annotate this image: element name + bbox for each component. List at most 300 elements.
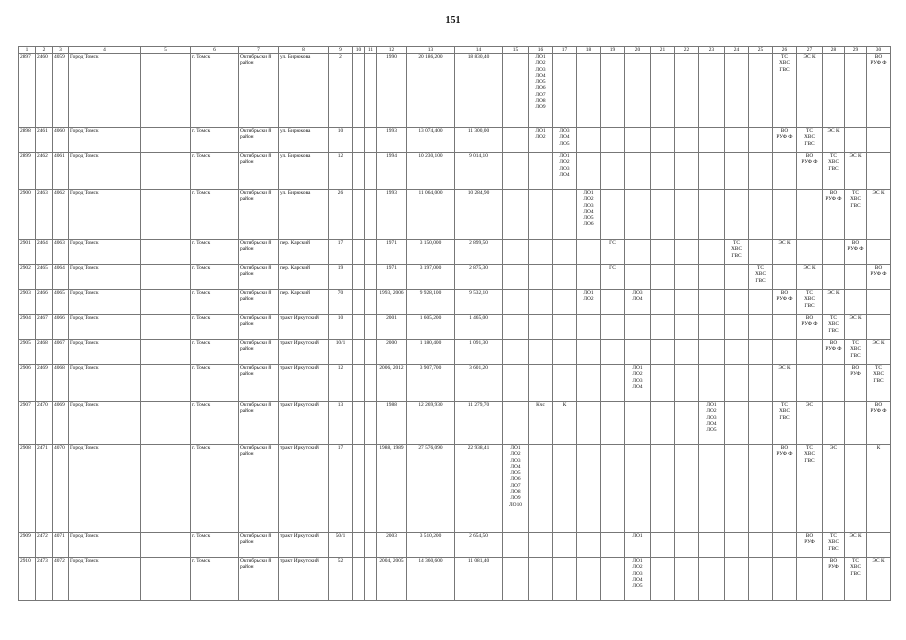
cell-col-4: Город Томск <box>69 402 141 445</box>
cell-col-6: г. Томск <box>191 533 239 558</box>
code-line: ХВС <box>803 296 816 303</box>
cell-col-24 <box>725 153 749 190</box>
cell-col-7: Октябрьски й район <box>239 445 279 533</box>
cell-col-29 <box>845 558 867 601</box>
cell-col-12: 1993 <box>377 190 407 240</box>
cell-col-27 <box>797 54 823 128</box>
cell-col-17 <box>553 558 577 601</box>
cell-col-21 <box>651 558 675 601</box>
cell-col-1: 2902 <box>19 265 36 290</box>
cell-col-8: тракт Иркутский <box>279 533 329 558</box>
cell-col-20 <box>625 240 651 265</box>
cell-col-10 <box>353 315 365 340</box>
cell-col-25 <box>749 190 773 240</box>
cell-col-12: 1988, 1989 <box>377 445 407 533</box>
cell-col-12: 2000 <box>377 340 407 365</box>
cell-col-25 <box>749 54 773 128</box>
cell-col-1: 2909 <box>19 533 36 558</box>
cell-col-15 <box>503 290 529 315</box>
cell-col-22 <box>675 153 699 190</box>
cell-col-17 <box>553 402 577 445</box>
cell-col-24 <box>725 190 749 240</box>
cell-col-2: 2473 <box>36 558 53 601</box>
cell-col-30 <box>867 190 891 240</box>
cell-col-11 <box>365 153 377 190</box>
code-line: ТС <box>733 240 740 246</box>
code-line: ЛО1 <box>632 365 643 371</box>
code-line: ГВС <box>828 165 839 172</box>
cell-col-2: 2470 <box>36 402 53 445</box>
cell-col-24 <box>725 558 749 601</box>
code-line: ГВС <box>804 140 815 147</box>
code-line: ЛО3 <box>510 457 521 464</box>
cell-col-12: 1993, 2006 <box>377 290 407 315</box>
code-line: ЭС К <box>827 128 840 134</box>
cell-col-11 <box>365 315 377 340</box>
code-line: ЛО5 <box>706 427 717 434</box>
cell-col-26 <box>773 340 797 365</box>
cell-col-9: 52 <box>329 558 353 601</box>
cell-col-1: 2907 <box>19 402 36 445</box>
cell-col-13: 3 197,000 <box>407 265 455 290</box>
code-line: ЛО5 <box>535 79 546 86</box>
cell-col-8: тракт Иркутский <box>279 340 329 365</box>
cell-col-6: г. Томск <box>191 240 239 265</box>
column-number: 8 <box>279 47 329 54</box>
cell-col-26 <box>773 128 797 153</box>
cell-col-10 <box>353 240 365 265</box>
code-line: ТС <box>852 190 859 196</box>
code-line: ЭС К <box>803 54 816 60</box>
cell-col-20 <box>625 128 651 153</box>
cell-col-11 <box>365 340 377 365</box>
cell-col-9: 10/1 <box>329 340 353 365</box>
cell-col-15 <box>503 190 529 240</box>
cell-col-1: 2906 <box>19 365 36 402</box>
cell-col-21 <box>651 340 675 365</box>
code-line: ЛО5 <box>583 215 594 222</box>
cell-col-19 <box>601 54 625 128</box>
code-line: РУФ Ф <box>847 246 864 253</box>
cell-col-25 <box>749 340 773 365</box>
cell-col-15 <box>503 240 529 265</box>
cell-col-27 <box>797 365 823 402</box>
cell-col-15 <box>503 445 529 533</box>
cell-col-21 <box>651 533 675 558</box>
cell-col-28 <box>823 265 845 290</box>
page-number: 151 <box>445 15 461 26</box>
cell-col-2: 2462 <box>36 153 53 190</box>
cell-col-16 <box>529 128 553 153</box>
cell-col-17 <box>553 240 577 265</box>
cell-col-7: Октябрьски й район <box>239 340 279 365</box>
cell-col-4: Город Томск <box>69 190 141 240</box>
code-line: ЛО6 <box>510 476 521 483</box>
cell-col-14: 9 014,10 <box>455 153 503 190</box>
cell-col-21 <box>651 315 675 340</box>
column-number: 17 <box>553 47 577 54</box>
cell-col-10 <box>353 365 365 402</box>
cell-col-22 <box>675 365 699 402</box>
table-row <box>19 402 891 445</box>
cell-col-20 <box>625 190 651 240</box>
cell-col-27 <box>797 533 823 558</box>
cell-col-10 <box>353 290 365 315</box>
cell-col-14: 2 654,50 <box>455 533 503 558</box>
cell-col-18 <box>577 128 601 153</box>
code-line: ТС <box>806 290 813 296</box>
cell-col-10 <box>353 533 365 558</box>
cell-col-4: Город Томск <box>69 533 141 558</box>
table-row <box>19 153 891 190</box>
cell-col-13: 1 180,400 <box>407 340 455 365</box>
table-row <box>19 240 891 265</box>
cell-col-17 <box>553 340 577 365</box>
cell-col-3: 4071 <box>53 533 69 558</box>
cell-col-9: 17 <box>329 445 353 533</box>
code-line: ГВС <box>828 327 839 334</box>
code-line: ВО <box>874 402 883 408</box>
column-number: 27 <box>797 47 823 54</box>
cell-col-17 <box>553 445 577 533</box>
cell-col-20 <box>625 340 651 365</box>
cell-col-11 <box>365 240 377 265</box>
cell-col-17 <box>553 190 577 240</box>
cell-col-6: г. Томск <box>191 190 239 240</box>
cell-col-17 <box>553 54 577 128</box>
cell-col-6: г. Томск <box>191 445 239 533</box>
code-line: К <box>562 402 567 408</box>
cell-col-13: 9 928,100 <box>407 290 455 315</box>
cell-col-9: 13 <box>329 402 353 445</box>
column-number: 1 <box>19 47 36 54</box>
code-line: РУФ <box>828 564 839 571</box>
code-line: РУФ Ф <box>776 296 793 303</box>
column-number: 26 <box>773 47 797 54</box>
cell-col-22 <box>675 290 699 315</box>
cell-col-3: 4068 <box>53 365 69 402</box>
code-line: ЭС К <box>849 315 862 321</box>
cell-col-11 <box>365 533 377 558</box>
code-line: ТС <box>875 365 882 371</box>
code-line: ЛО1 <box>632 558 643 564</box>
cell-col-30 <box>867 340 891 365</box>
code-line: ЛО5 <box>510 470 521 477</box>
cell-col-7: Октябрьски й район <box>239 128 279 153</box>
cell-col-24 <box>725 445 749 533</box>
cell-col-9: 17 <box>329 240 353 265</box>
cell-col-7: Октябрьски й район <box>239 240 279 265</box>
cell-col-18 <box>577 365 601 402</box>
cell-col-26 <box>773 558 797 601</box>
cell-col-30 <box>867 402 891 445</box>
cell-col-22 <box>675 128 699 153</box>
table-row <box>19 290 891 315</box>
cell-col-4: Город Томск <box>69 265 141 290</box>
cell-col-24 <box>725 365 749 402</box>
code-line: ХВС <box>754 271 767 278</box>
cell-col-21 <box>651 128 675 153</box>
code-line: ГС <box>609 265 616 271</box>
cell-col-9: 50/1 <box>329 533 353 558</box>
cell-col-4: Город Томск <box>69 340 141 365</box>
code-line: РУФ Ф <box>776 451 793 458</box>
cell-col-30 <box>867 265 891 290</box>
code-line: ВО <box>805 315 814 321</box>
code-line: ВО <box>780 445 789 451</box>
column-number: 10 <box>353 47 365 54</box>
cell-col-23 <box>699 153 725 190</box>
cell-col-23 <box>699 265 725 290</box>
cell-col-2: 2466 <box>36 290 53 315</box>
code-line: ГВС <box>873 377 884 384</box>
code-line: ЛО4 <box>559 171 570 178</box>
cell-col-26 <box>773 240 797 265</box>
cell-col-20 <box>625 265 651 290</box>
code-line: ЛО1 <box>583 190 594 196</box>
code-line: К <box>876 445 881 451</box>
cell-col-4: Город Томск <box>69 240 141 265</box>
code-line: ЛО3 <box>559 165 570 172</box>
code-line: ЛО9 <box>510 495 521 502</box>
cell-col-21 <box>651 402 675 445</box>
code-line: ХВС <box>827 539 840 546</box>
cell-col-8: тракт Иркутский <box>279 315 329 340</box>
code-line: ЛО2 <box>535 60 546 67</box>
cell-col-27 <box>797 558 823 601</box>
cell-col-14: 2 899,50 <box>455 240 503 265</box>
code-line: ЛО10 <box>509 501 522 508</box>
cell-col-3: 4072 <box>53 558 69 601</box>
cell-col-3: 4064 <box>53 265 69 290</box>
cell-col-13: 13 074,400 <box>407 128 455 153</box>
column-number: 4 <box>69 47 141 54</box>
cell-col-27 <box>797 128 823 153</box>
cell-col-14: 18 830,40 <box>455 54 503 128</box>
cell-col-8: ул. Бирюкова <box>279 153 329 190</box>
code-line: ЛО1 <box>510 445 521 451</box>
cell-col-8: ул. Бирюкова <box>279 128 329 153</box>
cell-col-2: 2464 <box>36 240 53 265</box>
cell-col-16 <box>529 54 553 128</box>
table-row <box>19 128 891 153</box>
cell-col-30 <box>867 558 891 601</box>
cell-col-1: 2898 <box>19 128 36 153</box>
code-line: ЛО6 <box>583 221 594 228</box>
cell-col-26 <box>773 153 797 190</box>
cell-col-1: 2908 <box>19 445 36 533</box>
cell-col-28 <box>823 153 845 190</box>
code-line: РУФ <box>850 371 861 378</box>
cell-col-25 <box>749 128 773 153</box>
code-line: ХВС <box>803 134 816 141</box>
cell-col-19 <box>601 190 625 240</box>
code-line: ХВС <box>872 371 885 378</box>
code-line: ЛО1 <box>559 153 570 159</box>
cell-col-9: 10 <box>329 128 353 153</box>
code-line: ТС <box>852 558 859 564</box>
cell-col-11 <box>365 402 377 445</box>
cell-col-5 <box>141 54 191 128</box>
code-line: ЛО4 <box>559 134 570 141</box>
cell-col-9: 12 <box>329 365 353 402</box>
cell-col-13: 1 605,200 <box>407 315 455 340</box>
cell-col-26 <box>773 290 797 315</box>
column-number: 5 <box>141 47 191 54</box>
table-row <box>19 265 891 290</box>
cell-col-21 <box>651 190 675 240</box>
cell-col-21 <box>651 240 675 265</box>
cell-col-1: 2900 <box>19 190 36 240</box>
cell-col-22 <box>675 240 699 265</box>
column-number: 13 <box>407 47 455 54</box>
cell-col-10 <box>353 190 365 240</box>
cell-col-30 <box>867 128 891 153</box>
cell-col-24 <box>725 340 749 365</box>
cell-col-5 <box>141 153 191 190</box>
table-row <box>19 533 891 558</box>
code-line: ВО <box>805 533 814 539</box>
cell-col-13: 27 576,090 <box>407 445 455 533</box>
code-line: ЛО4 <box>632 576 643 583</box>
cell-col-4: Город Томск <box>69 558 141 601</box>
cell-col-30 <box>867 240 891 265</box>
cell-col-3: 4062 <box>53 190 69 240</box>
code-line: ХВС <box>849 346 862 353</box>
cell-col-14: 1 465,00 <box>455 315 503 340</box>
code-line: ЛО7 <box>510 482 521 489</box>
cell-col-4: Город Томск <box>69 315 141 340</box>
code-line: ЛО2 <box>510 451 521 458</box>
cell-col-19 <box>601 153 625 190</box>
code-line: ГВС <box>731 252 742 259</box>
cell-col-16 <box>529 365 553 402</box>
table-row <box>19 54 891 128</box>
code-line: ТС <box>806 128 813 134</box>
code-line: ЛО9 <box>535 104 546 111</box>
code-line: ЭС <box>829 445 838 451</box>
cell-col-4: Город Томск <box>69 54 141 128</box>
cell-col-19 <box>601 128 625 153</box>
code-line: ВО <box>829 558 838 564</box>
cell-col-3: 4067 <box>53 340 69 365</box>
cell-col-5 <box>141 190 191 240</box>
cell-col-28 <box>823 315 845 340</box>
code-line: ХВС <box>849 196 862 203</box>
column-number: 9 <box>329 47 353 54</box>
code-line: ЛО8 <box>510 489 521 496</box>
cell-col-21 <box>651 290 675 315</box>
cell-col-27 <box>797 315 823 340</box>
code-line: ЛО2 <box>583 196 594 203</box>
code-line: ТС <box>757 265 764 271</box>
cell-col-15 <box>503 533 529 558</box>
code-line: ЭС К <box>872 190 885 196</box>
code-line: ГВС <box>804 457 815 464</box>
code-line: РУФ Ф <box>825 196 842 203</box>
table-row <box>19 365 891 402</box>
cell-col-30 <box>867 533 891 558</box>
cell-col-6: г. Томск <box>191 54 239 128</box>
code-line: ЛО5 <box>632 583 643 590</box>
code-line: ЛО2 <box>559 159 570 166</box>
cell-col-16 <box>529 190 553 240</box>
cell-col-1: 2899 <box>19 153 36 190</box>
cell-col-6: г. Томск <box>191 315 239 340</box>
column-number: 14 <box>455 47 503 54</box>
cell-col-24 <box>725 315 749 340</box>
table-row <box>19 190 891 240</box>
cell-col-28 <box>823 445 845 533</box>
cell-col-22 <box>675 533 699 558</box>
code-line: ВО <box>780 128 789 134</box>
cell-col-3: 4066 <box>53 315 69 340</box>
table-row <box>19 445 891 533</box>
cell-col-7: Октябрьски й район <box>239 290 279 315</box>
cell-col-3: 4063 <box>53 240 69 265</box>
cell-col-16 <box>529 445 553 533</box>
code-line: ХВС <box>827 159 840 166</box>
cell-col-23 <box>699 402 725 445</box>
code-line: ГС <box>609 240 616 246</box>
cell-col-19 <box>601 290 625 315</box>
cell-col-17 <box>553 315 577 340</box>
column-number-row <box>19 47 891 54</box>
cell-col-24 <box>725 402 749 445</box>
code-line: ЛО3 <box>583 202 594 209</box>
code-line: ГВС <box>804 302 815 309</box>
cell-col-18 <box>577 240 601 265</box>
cell-col-17 <box>553 153 577 190</box>
cell-col-3: 4069 <box>53 402 69 445</box>
cell-col-30 <box>867 290 891 315</box>
cell-col-21 <box>651 265 675 290</box>
cell-col-14: 22 938,41 <box>455 445 503 533</box>
cell-col-4: Город Томск <box>69 128 141 153</box>
cell-col-6: г. Томск <box>191 265 239 290</box>
cell-col-28 <box>823 340 845 365</box>
cell-col-16 <box>529 153 553 190</box>
cell-col-11 <box>365 265 377 290</box>
code-line: РУФ Ф <box>870 408 887 415</box>
cell-col-30 <box>867 153 891 190</box>
cell-col-8: пер. Карский <box>279 290 329 315</box>
cell-col-4: Город Томск <box>69 153 141 190</box>
cell-col-15 <box>503 265 529 290</box>
code-line: ГВС <box>755 277 766 284</box>
code-line: ЛО4 <box>510 463 521 470</box>
cell-col-21 <box>651 445 675 533</box>
cell-col-12: 2001 <box>377 315 407 340</box>
code-line: ТС <box>830 153 837 159</box>
cell-col-23 <box>699 128 725 153</box>
cell-col-28 <box>823 533 845 558</box>
cell-col-20 <box>625 54 651 128</box>
code-line: ЛО2 <box>583 296 594 303</box>
cell-col-18 <box>577 265 601 290</box>
cell-col-25 <box>749 445 773 533</box>
cell-col-16 <box>529 402 553 445</box>
cell-col-22 <box>675 402 699 445</box>
cell-col-28 <box>823 190 845 240</box>
cell-col-19 <box>601 315 625 340</box>
cell-col-29 <box>845 402 867 445</box>
cell-col-10 <box>353 402 365 445</box>
cell-col-25 <box>749 153 773 190</box>
cell-col-14: 10 284,90 <box>455 190 503 240</box>
code-line: Кчс <box>536 402 545 408</box>
column-number: 19 <box>601 47 625 54</box>
